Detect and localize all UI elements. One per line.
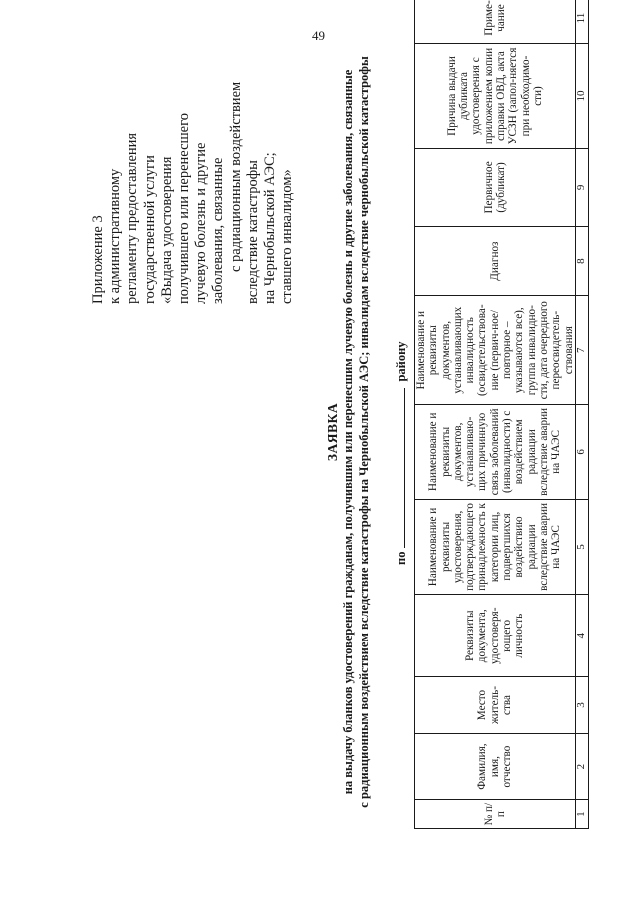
column-number: 8 <box>575 226 588 295</box>
header-cell: Реквизиты документа, удостоверя-ющего личность <box>415 595 576 677</box>
district-prefix: по <box>394 551 408 565</box>
title-line: с радиационным воздействием вследствие катастрофы на Чернобыльской АЭС; инвалидам вследствие чернобыльской катастрофы <box>356 56 371 808</box>
appendix-line: регламенту предоставления <box>124 132 141 304</box>
column-number: 10 <box>575 44 588 149</box>
column-number: 6 <box>575 405 588 500</box>
column-number: 4 <box>575 595 588 677</box>
column-number: 9 <box>575 148 588 226</box>
appendix-line: ставшего инвалидом» <box>279 169 296 304</box>
header-row <box>415 0 576 829</box>
appendix-block <box>90 4 296 304</box>
appendix-line: получившего или перенесшего <box>176 113 193 304</box>
district-line <box>394 341 409 565</box>
appendix-line: «Выдача удостоверения <box>158 156 175 304</box>
district-suffix: району <box>394 341 408 382</box>
header-cell: Наименование и реквизиты удостоверения, подтверждающего принадлежность к категории лиц, подвергшихся воздействию радиации вследствие аварии на ЧАЭС <box>415 499 576 595</box>
header-cell: Причина выдачи дубликата удостоверения с приложением копии справки ОВД, акта УСЗН (запол-няется при необходимо-сти) <box>415 44 576 149</box>
column-number: 11 <box>575 0 588 44</box>
appendix-line: на Чернобыльской АЭС; <box>262 152 279 304</box>
title-line: на выдачу бланков удостоверений гражданам, получившим или перенесшим лучевую болезнь и другие заболевания, связанные <box>341 69 355 795</box>
appendix-line: с радиационным воздействием <box>227 81 244 272</box>
column-number: 1 <box>575 800 588 829</box>
header-cell: Место житель-ства <box>415 677 576 734</box>
appendix-line: лучевую болезнь и другие <box>193 142 210 304</box>
request-table <box>414 0 589 829</box>
column-number: 5 <box>575 499 588 595</box>
column-number: 7 <box>575 296 588 405</box>
appendix-line: Приложение 3 <box>90 215 106 304</box>
district-blank-field[interactable] <box>394 388 405 548</box>
header-cell: Приме-чание <box>415 0 576 44</box>
appendix-line: государственной услуги <box>141 155 158 304</box>
request-title <box>325 32 372 832</box>
header-cell: № п/п <box>415 800 576 829</box>
appendix-line: вследствие катастрофы <box>244 160 261 304</box>
header-cell: Первичное (дубликат) <box>415 148 576 226</box>
appendix-line: к административному <box>107 168 124 304</box>
header-cell: Диагноз <box>415 226 576 295</box>
page-number: 49 <box>312 28 325 43</box>
header-cell: Наименование и реквизиты документов, устанавливаю-щих причинную связь заболеваний (инвалидности) с воздействием радиации вследствие аварии на ЧАЭС <box>415 405 576 500</box>
column-number: 3 <box>575 677 588 734</box>
appendix-line: заболевания, связанные <box>210 157 227 304</box>
header-cell: Наименование и реквизиты документов, устанавливающих инвалидность (освидетельствова-ние (первич-ное/повторное – указываются все), группа инвалидно-сти, дата очередного переосвидетель-ствования <box>415 296 576 405</box>
title-heading: ЗАЯВКА <box>325 402 340 462</box>
column-number: 2 <box>575 733 588 799</box>
column-number-row <box>575 0 588 829</box>
header-cell: Фамилия, имя, отчество <box>415 733 576 799</box>
